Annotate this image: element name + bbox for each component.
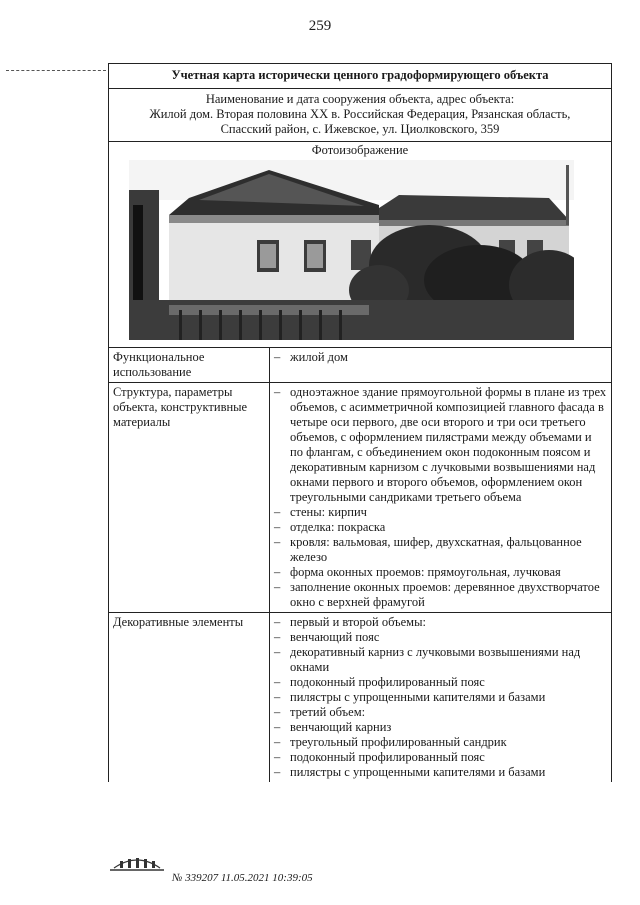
dash: – <box>274 535 281 549</box>
object-name-block <box>109 89 611 142</box>
dash: – <box>274 630 281 644</box>
item-text: стены: кирпич <box>290 505 367 519</box>
section-structure <box>109 383 611 613</box>
list-item <box>274 630 607 645</box>
section-values <box>270 348 611 382</box>
record-card <box>108 63 612 782</box>
section-decorative <box>109 613 611 782</box>
section-label: Функциональное использование <box>109 348 270 382</box>
name-line: Жилой дом. Вторая половина XX в. Российская Федерация, Рязанская область, <box>149 107 571 121</box>
dash: – <box>274 520 281 534</box>
item-text: форма оконных проемов: прямоугольная, лучковая <box>290 565 561 579</box>
dash: – <box>274 705 281 719</box>
dash: – <box>274 645 281 659</box>
dash: – <box>274 765 281 779</box>
card-title: Учетная карта исторически ценного градоформирующего объекта <box>109 64 611 89</box>
list-item <box>274 615 607 630</box>
item-text: жилой дом <box>290 350 348 364</box>
dash: – <box>274 565 281 579</box>
list-item <box>274 735 607 750</box>
section-label: Декоративные элементы <box>109 613 270 782</box>
item-text: заполнение оконных проемов: деревянное двухстворчатое окно с верхней фрамугой <box>290 580 600 609</box>
list-item <box>274 690 607 705</box>
photo-block <box>109 142 611 348</box>
section-values <box>270 613 611 782</box>
item-text: кровля: вальмовая, шифер, двухскатная, фальцованное железо <box>290 535 582 564</box>
section-values <box>270 383 611 612</box>
dash: – <box>274 675 281 689</box>
item-text: подоконный профилированный пояс <box>290 675 485 689</box>
item-text: пилястры с упрощенными капителями и базами <box>290 690 546 704</box>
name-line: Наименование и дата сооружения объекта, адрес объекта: <box>205 92 515 106</box>
margin-mark <box>6 70 106 71</box>
dash: – <box>274 350 281 364</box>
list-item <box>274 750 607 765</box>
registry-logo-icon <box>108 850 166 872</box>
list-item <box>274 705 607 720</box>
list-item <box>274 645 607 675</box>
photo-label: Фотоизображение <box>311 143 409 157</box>
registry-stamp: № 339207 11.05.2021 10:39:05 <box>172 872 313 884</box>
item-text: пилястры с упрощенными капителями и базами <box>290 765 546 779</box>
dash: – <box>274 580 281 594</box>
item-text: первый и второй объемы: <box>290 615 426 629</box>
name-line: Спасский район, с. Ижевское, ул. Циолковского, 359 <box>220 122 500 136</box>
item-text: декоративный карниз с лучковыми возвышениями над окнами <box>290 645 581 674</box>
item-text: подоконный профилированный пояс <box>290 750 485 764</box>
item-text: отделка: покраска <box>290 520 386 534</box>
item-text: третий объем: <box>290 705 366 719</box>
item-text: треугольный профилированный сандрик <box>290 735 507 749</box>
list-item <box>274 565 607 580</box>
list-item <box>274 520 607 535</box>
list-item <box>274 350 607 365</box>
list-item <box>274 720 607 735</box>
page-number: 259 <box>308 18 332 34</box>
item-text: одноэтажное здание прямоугольной формы в плане из трех объемов, с асимметричной композицией главного фасада в четыре оси первого, две оси второго и три оси третьего объемов, с оформлением пилястрами между объемами и по флангам, с объединением окон подоконным поясом и декоративным карнизом с лучковыми возвышениями над окнами первого и второго объемов, оформлением окон треугольными сандриками третьего объема <box>290 385 607 504</box>
item-text: венчающий пояс <box>290 630 380 644</box>
list-item <box>274 385 607 505</box>
dash: – <box>274 690 281 704</box>
dash: – <box>274 385 281 399</box>
dash: – <box>274 750 281 764</box>
list-item <box>274 505 607 520</box>
list-item <box>274 675 607 690</box>
list-item <box>274 765 607 780</box>
dash: – <box>274 720 281 734</box>
section-function <box>109 348 611 383</box>
dash: – <box>274 505 281 519</box>
dash: – <box>274 735 281 749</box>
list-item <box>274 535 607 565</box>
section-label: Структура, параметры объекта, конструктивные материалы <box>109 383 270 612</box>
building-photo <box>129 160 574 340</box>
item-text: венчающий карниз <box>290 720 392 734</box>
dash: – <box>274 615 281 629</box>
list-item <box>274 580 607 610</box>
